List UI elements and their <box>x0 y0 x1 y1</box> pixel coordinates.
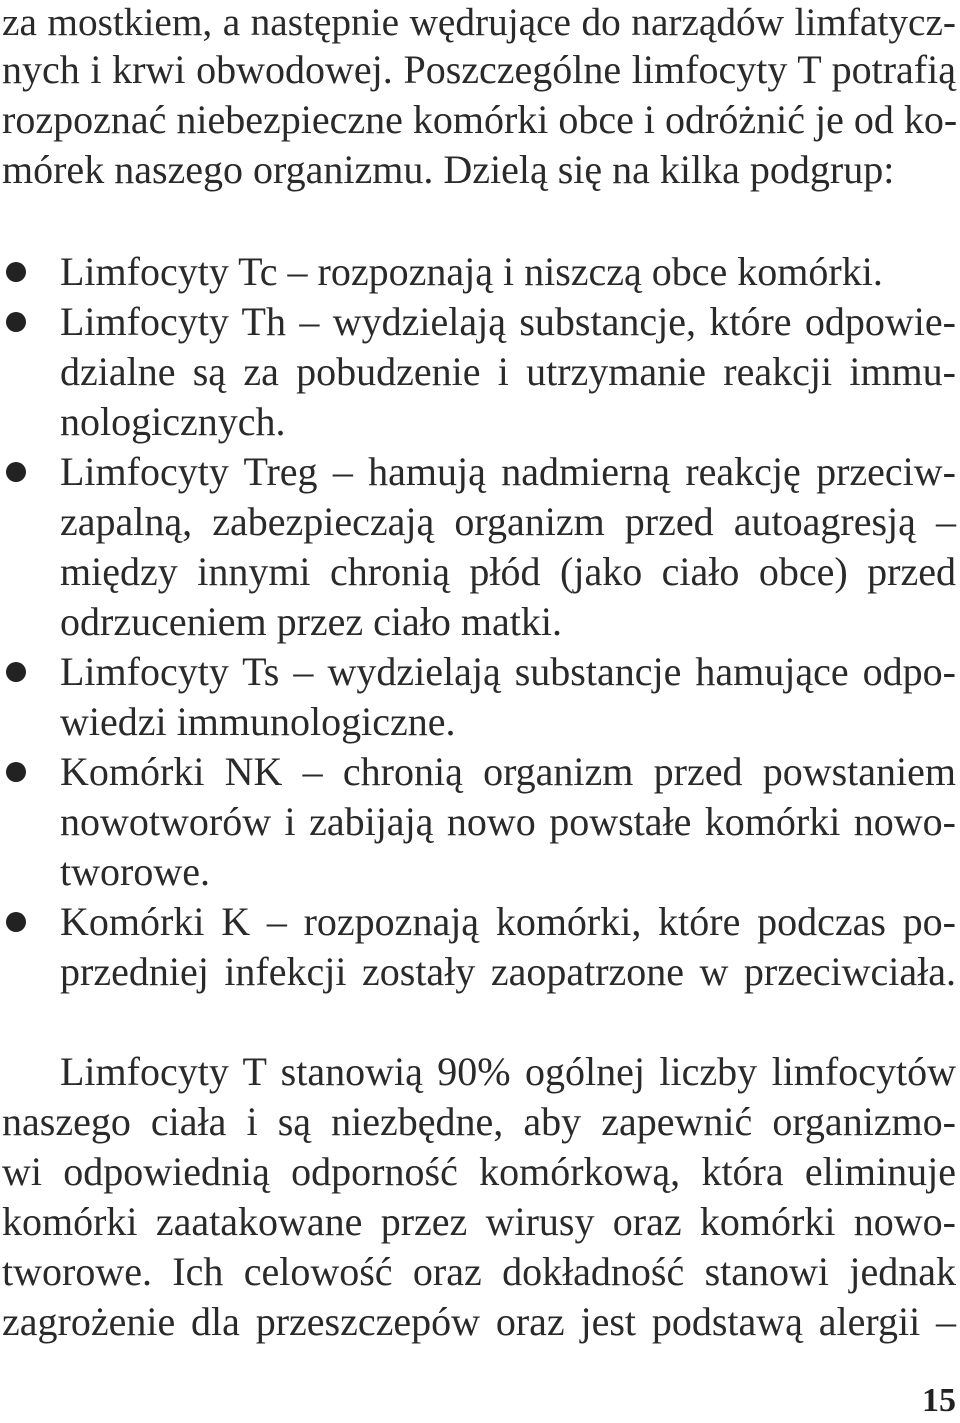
bullet-dot-icon <box>6 762 26 782</box>
bullet-item-line: wiedzi immunologiczne. <box>60 699 456 744</box>
bullet-item-line: Limfocyty Ts – wydzielają substancje hamujące odpo- <box>60 649 956 694</box>
bullet-item-line: Limfocyty Tc – rozpoznają i niszczą obce komórki. <box>60 249 883 294</box>
page-number: 15 <box>922 1382 956 1419</box>
bullet-item-line: tworowe. <box>60 849 210 894</box>
bullet-dot-icon <box>6 462 26 482</box>
closing-line: wi odpowiednią odporność komórkową, która eliminuje <box>2 1149 956 1194</box>
intro-line: mórek naszego organizmu. Dzielą się na kilka podgrup: <box>2 147 895 192</box>
bullet-dot-icon <box>6 912 26 932</box>
bullet-item-line: nologicznych. <box>60 399 286 444</box>
bullet-item-line: Limfocyty Th – wydzielają substancje, które odpowie- <box>60 299 956 344</box>
bullet-item-line: zapalną, zabezpieczają organizm przed autoagresją – <box>60 499 956 544</box>
bullet-item-line: Limfocyty Treg – hamują nadmierną reakcję przeciw- <box>60 449 956 494</box>
bullet-dot-icon <box>6 662 26 682</box>
bullet-item-line: przedniej infekcji zostały zaopatrzone w przeciwciała. <box>60 949 956 994</box>
bullet-item-line: dzialne są za pobudzenie i utrzymanie reakcji immu- <box>60 349 956 394</box>
bullet-item-line: między innymi chronią płód (jako ciało obce) przed <box>60 549 956 594</box>
intro-line: za mostkiem, a następnie wędrujące do narządów limfatycz- <box>2 0 956 44</box>
bullet-item-line: odrzuceniem przez ciało matki. <box>60 599 562 644</box>
bullet-item-line: nowotworów i zabijają nowo powstałe komórki nowo- <box>60 799 956 844</box>
bullet-dot-icon <box>6 262 26 282</box>
intro-line: nych i krwi obwodowej. Poszczególne limfocyty T potrafią <box>2 47 956 92</box>
closing-line: komórki zaatakowane przez wirusy oraz komórki nowo- <box>2 1199 956 1244</box>
closing-line: naszego ciała i są niezbędne, aby zapewnić organizmo- <box>2 1099 956 1144</box>
intro-line: rozpoznać niebezpieczne komórki obce i odróżnić je od ko- <box>2 97 958 142</box>
bullet-dot-icon <box>6 312 26 332</box>
closing-line: Limfocyty T stanowią 90% ogólnej liczby limfocytów <box>60 1049 956 1094</box>
bullet-item-line: Komórki K – rozpoznają komórki, które podczas po- <box>60 899 956 944</box>
closing-line: zagrożenie dla przeszczepów oraz jest podstawą alergii – <box>2 1299 956 1344</box>
closing-line: tworowe. Ich celowość oraz dokładność stanowi jednak <box>2 1249 956 1294</box>
bullet-item-line: Komórki NK – chronią organizm przed powstaniem <box>60 749 956 794</box>
